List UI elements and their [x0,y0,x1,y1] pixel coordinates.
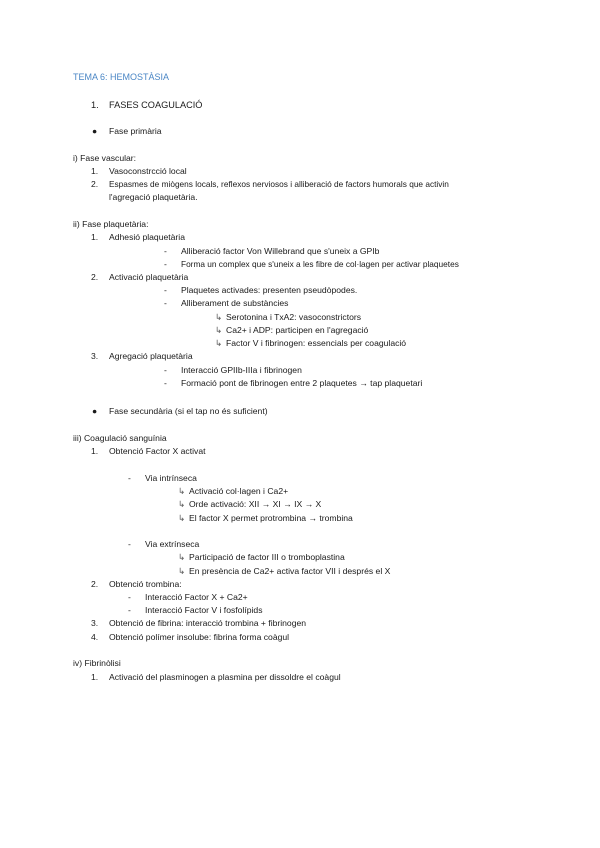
list-number: 3. [91,351,99,361]
dash-marker: - [128,605,131,615]
list-item-polimer: Obtenció polímer insolube: fibrina forma coàgul [109,632,290,642]
list-number: 4. [91,632,99,642]
via-extrinseca: Via extrínseca [145,539,200,549]
subsection-vascular-title: i) Fase vascular: [73,153,137,163]
bullet-marker: ● [92,126,98,136]
list-item-continuation: l'agregació plaquetària. [109,192,198,202]
sub-item: Alliberament de substàncies [181,298,289,308]
list-item-trombina: Obtenció trombina: [109,579,182,589]
list-item: Espasmes de miògens locals, reflexos nerviosos i alliberació de factors humorals que activin [109,179,449,189]
list-number: 2. [91,579,99,589]
sub-sub-item: Factor V i fibrinogen: essencials per coagulació [226,338,407,348]
arrow-marker: ↳ [215,338,223,348]
subsection-coagulacio-title: iii) Coagulació sanguínia [73,433,167,443]
list-item-fibrina: Obtenció de fibrina: interacció trombina + fibrinogen [109,618,307,628]
arrow-marker: ↳ [178,566,186,576]
section-heading: FASES COAGULACIÓ [109,100,203,110]
dash-marker: - [128,473,131,483]
subsection-fibrinolisi-title: iv) Fibrinòlisi [73,658,121,668]
dash-marker: - [128,592,131,602]
sub-sub-item: En presència de Ca2+ activa factor VII i després el X [189,566,391,576]
list-item: Vasoconstrcció local [109,166,187,176]
arrow-marker: ↳ [215,312,223,322]
list-number: 2. [91,272,99,282]
list-number: 1. [91,232,99,242]
list-number: 1. [91,446,99,456]
sub-sub-item: Participació de factor III o tromboplastina [189,552,345,562]
list-number: 1. [91,672,99,682]
dash-marker: - [164,365,167,375]
arrow-marker: ↳ [178,499,186,509]
dash-marker: - [164,298,167,308]
arrow-marker: ↳ [215,325,223,335]
arrow-marker: ↳ [178,513,186,523]
list-item-plasmina: Activació del plasminogen a plasmina per dissoldre el coàgul [109,672,341,682]
dash-marker: - [164,378,167,388]
dash-marker: - [164,285,167,295]
dash-marker: - [164,259,167,269]
list-item-agregacio: Agregació plaquetària [109,351,193,361]
list-item-adhesio: Adhesió plaquetària [109,232,185,242]
heading-number: 1. [91,100,99,110]
arrow-marker: ↳ [178,486,186,496]
dash-marker: - [164,246,167,256]
list-number: 3. [91,618,99,628]
sub-sub-item: Orde activació: XII → XI → IX → X [189,499,322,509]
sub-item: Interacció GPIIb-IIIa i fibrinogen [181,365,302,375]
arrow-marker: ↳ [178,552,186,562]
sub-item: Interacció Factor V i fosfolípids [145,605,263,615]
sub-sub-item: Serotonina i TxA2: vasoconstrictors [226,312,362,322]
list-number: 2. [91,179,99,189]
sub-sub-item: Ca2+ i ADP: participen en l'agregació [226,325,369,335]
sub-item: Formació pont de fibrinogen entre 2 plaquetes → tap plaquetari [181,378,423,388]
dash-marker: - [128,539,131,549]
bullet-marker: ● [92,406,98,416]
list-item-activacio: Activació plaquetària [109,272,189,282]
sub-item: Alliberació factor Von Willebrand que s'uneix a GPIb [181,246,380,256]
bullet-primary-phase: Fase primària [109,126,162,136]
list-item-factor-x: Obtenció Factor X activat [109,446,206,456]
page-title: TEMA 6: HEMOSTÀSIA [73,72,170,82]
bullet-secondary-phase: Fase secundària (si el tap no és suficient) [109,406,268,416]
via-intrinseca: Via intrínseca [145,473,197,483]
sub-sub-item: Activació col·lagen i Ca2+ [189,486,289,496]
sub-item: Plaquetes activades: presenten pseudòpodes. [181,285,358,295]
list-number: 1. [91,166,99,176]
sub-item: Interacció Factor X + Ca2+ [145,592,248,602]
subsection-plaquetaria-title: ii) Fase plaquetària: [73,219,149,229]
sub-sub-item: El factor X permet protrombina → trombina [189,513,353,523]
sub-item: Forma un complex que s'uneix a les fibre de col·lagen per activar plaquetes [181,259,459,269]
